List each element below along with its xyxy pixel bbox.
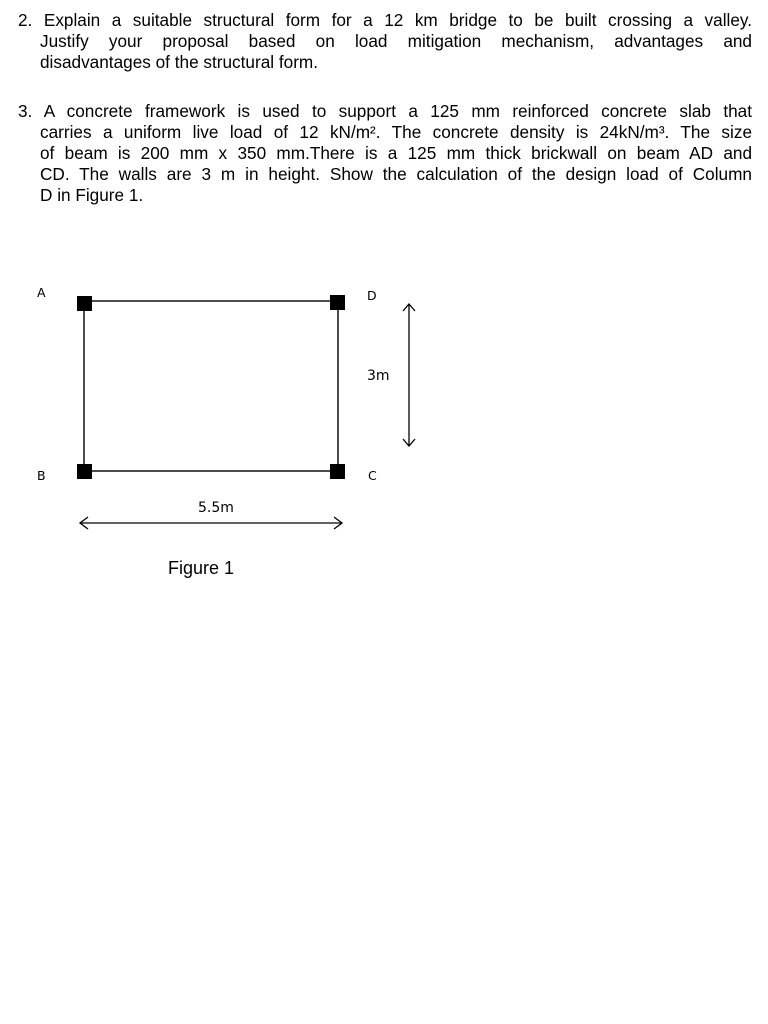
frame-outline [84,301,338,471]
label-c: C [368,468,377,483]
column-d [330,295,345,310]
question-2-number: 2. [18,10,33,30]
question-2-line-3: disadvantages of the structural form. [40,52,319,72]
vertical-dimension-label: 3m [367,368,390,384]
question-2-line-2: Justify your proposal based on load mitigation mechanism, advantages and [40,31,752,51]
question-3-line-4: CD. The walls are 3 m in height. Show the calculation of the design load of Column [40,164,752,184]
label-d: D [367,288,377,303]
vertical-dimension-arrow [403,304,415,446]
column-c [330,464,345,479]
question-3-line-5: D in Figure 1. [40,185,144,205]
label-a: A [37,285,46,300]
figure-caption: Figure 1 [168,558,235,578]
column-b [77,464,92,479]
horizontal-dimension-label: 5.5m [198,500,234,516]
question-3-text-1: A concrete framework is used to support a 125 mm reinforced concrete slab that [43,101,752,121]
horizontal-dimension-arrow [80,517,342,529]
column-a [77,296,92,311]
question-3-number: 3. [18,101,33,121]
question-3-line-2: carries a uniform live load of 12 kN/m². The concrete density is 24kN/m³. The size [40,122,752,142]
label-b: B [37,468,46,483]
question-3-line-3: of beam is 200 mm x 350 mm.There is a 125 mm thick brickwall on beam AD and [40,143,752,163]
question-2-text-1: Explain a suitable structural form for a 12 km bridge to be built crossing a valley. [43,10,753,30]
